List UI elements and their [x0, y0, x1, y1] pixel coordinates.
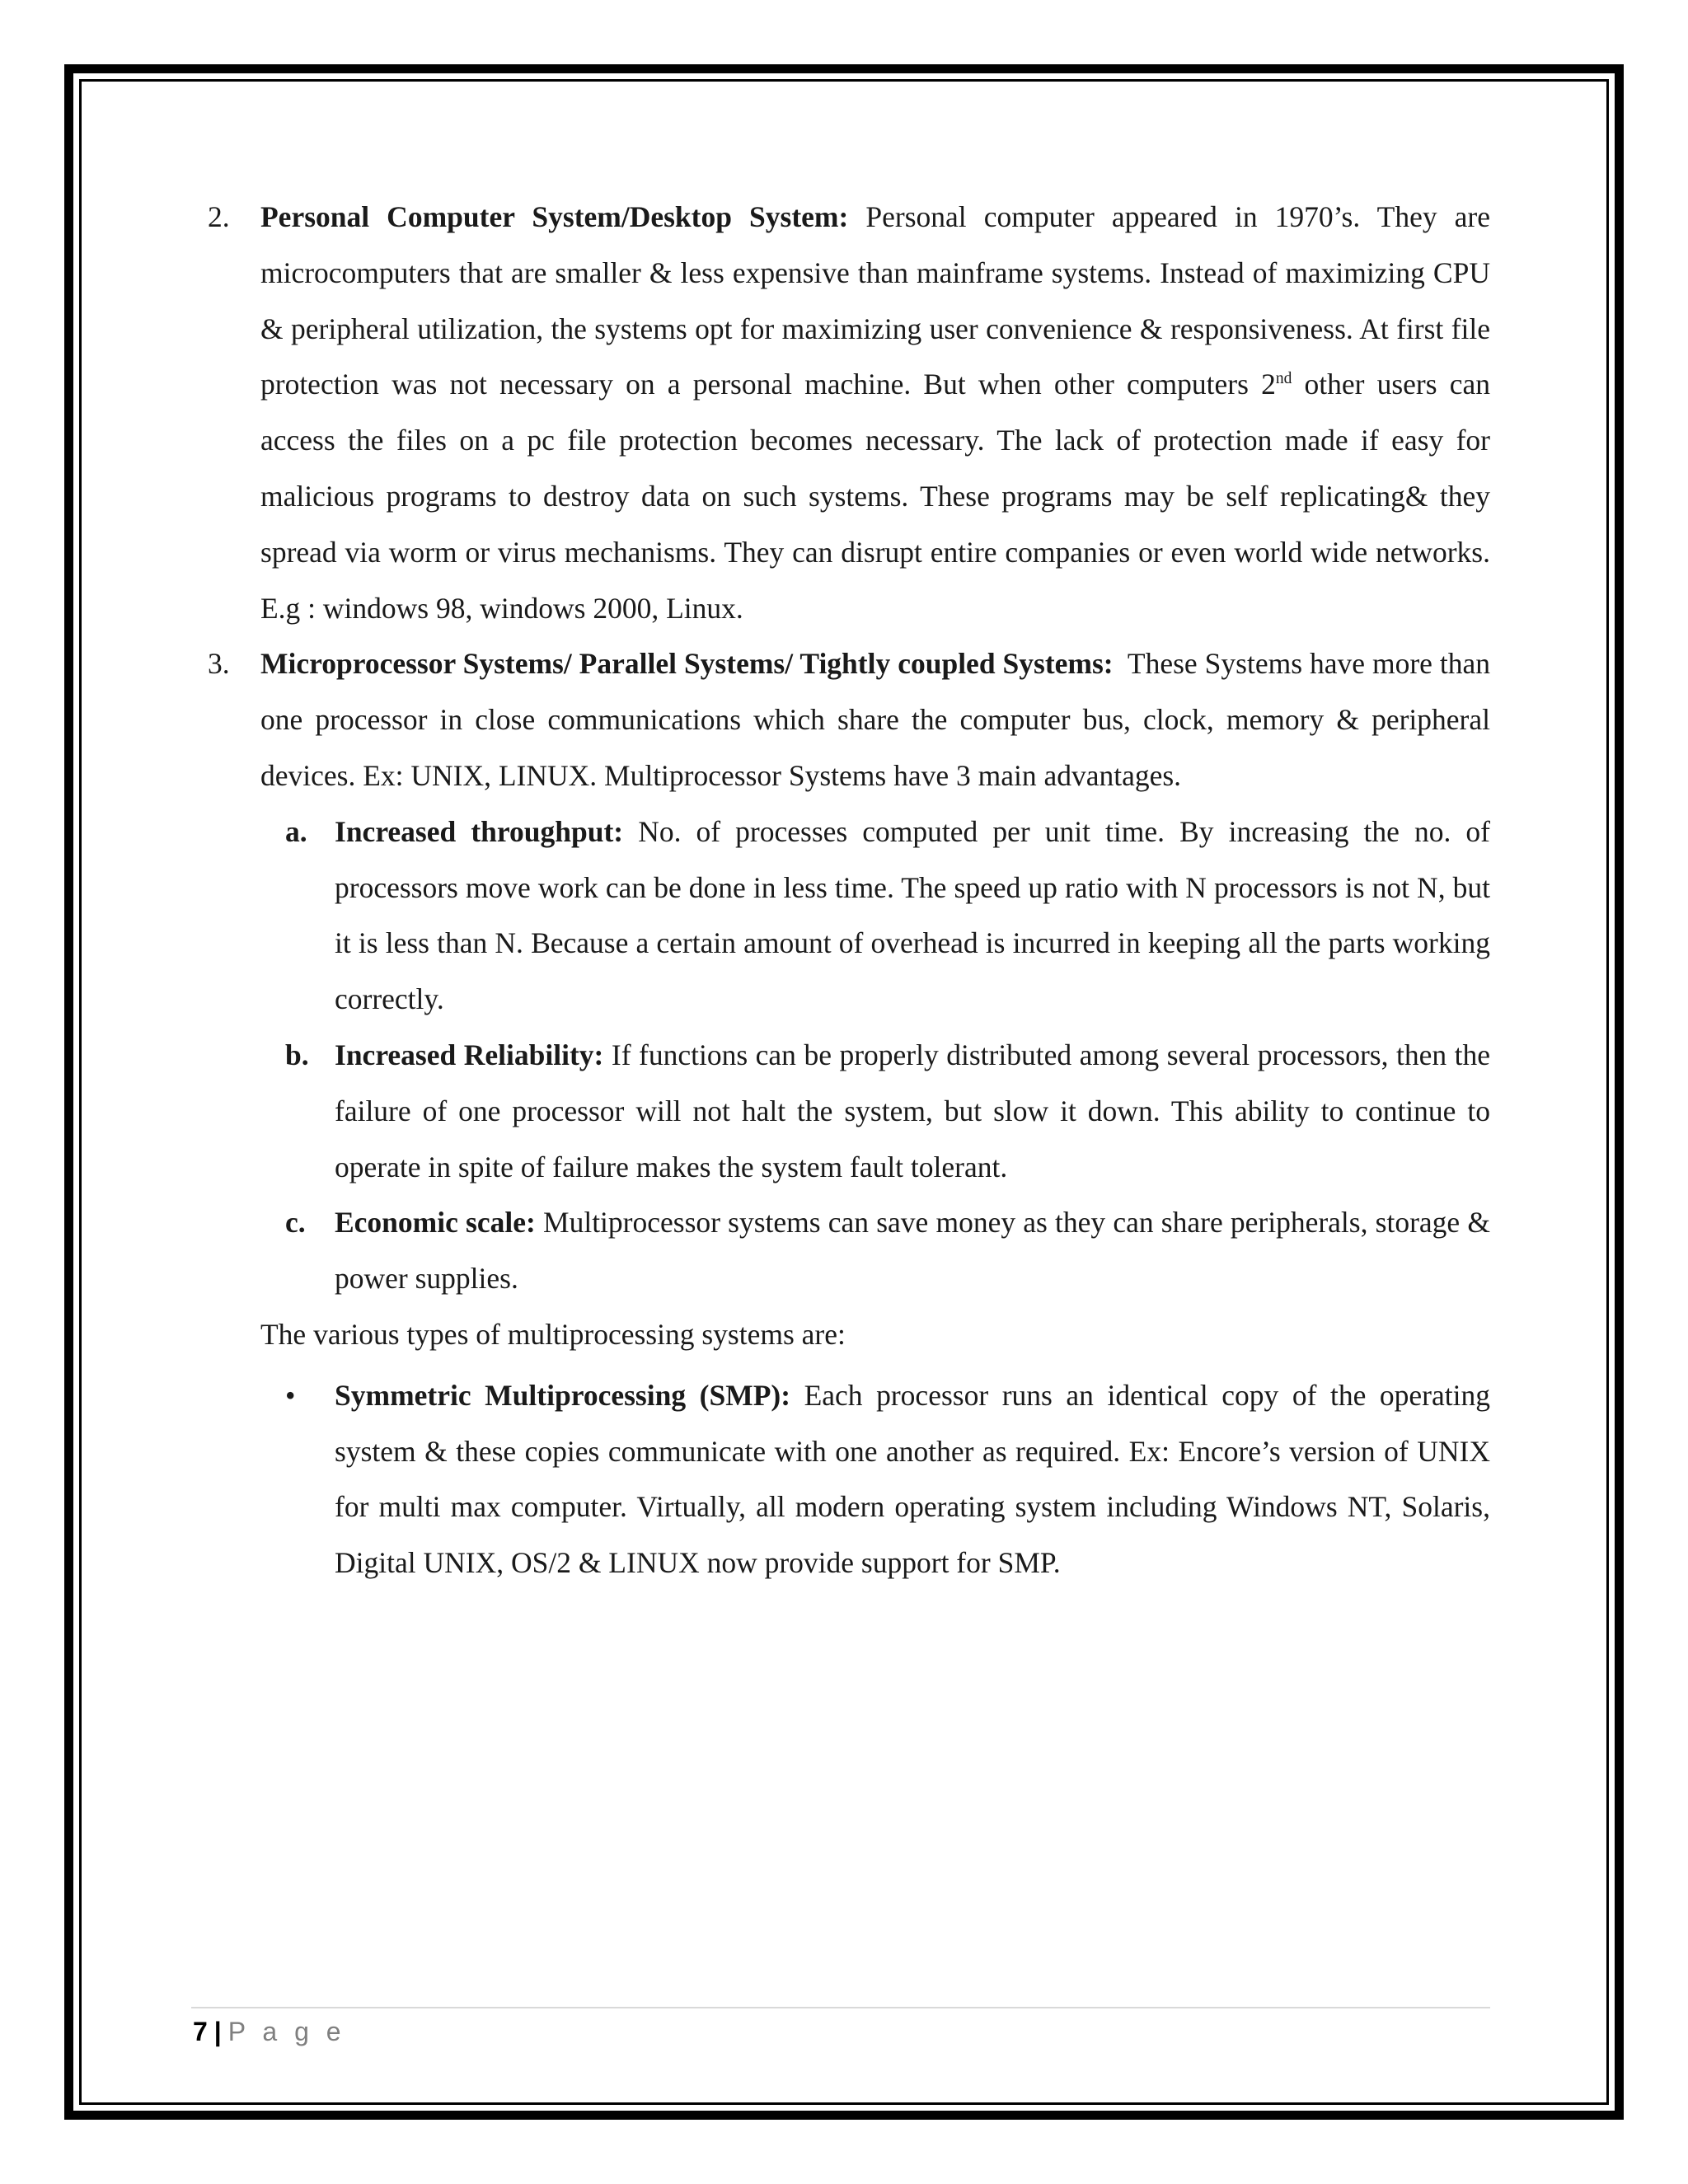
item-heading: Personal Computer System/Desktop System: — [260, 200, 849, 233]
list-letter: a. — [285, 814, 307, 848]
item-heading: Increased throughput: — [335, 814, 624, 848]
item-text: Multiprocessor systems can save money as they can share peripherals, storage & power supplies. — [335, 1206, 1490, 1296]
list-letter: c. — [285, 1206, 306, 1240]
footer-separator: | — [213, 2017, 222, 2046]
page-footer — [193, 2011, 346, 2052]
types-intro: The various types of multiprocessing systems are: — [260, 1317, 846, 1351]
advantages-list — [260, 804, 1490, 1307]
type-symmetric-multiprocessing — [285, 1368, 1490, 1591]
item-text: Each processor runs an identical copy of the operating system & these copies communicate with one another as required. Ex: Encore’s version of UNIX for multi max computer. Virtually, all modern operating system including Windows NT, Solaris, Digital UNIX, OS/2 & LINUX now provide support for SMP. — [335, 1378, 1490, 1580]
multiprocessing-types-list — [260, 1368, 1490, 1591]
item-text: These Systems have more than one processor in close communications which share the computer bus, clock, memory & peripheral devices. Ex: UNIX, LINUX. Multiprocessor Systems have 3 main advantages. — [260, 647, 1498, 792]
list-number: 3. — [208, 647, 230, 681]
item-text: If functions can be properly distributed among several processors, then the failure of one processor will not halt the system, but slow it down. This ability to continue to operate in spite of failure makes the system fault tolerant. — [335, 1038, 1491, 1183]
bullet-icon: • — [285, 1378, 296, 1412]
list-item-personal-computer — [208, 190, 1490, 636]
item-text: Personal computer appeared in 1970’s. They are microcomputers that are smaller & less expensive than mainframe systems. Instead of maximizing CPU & peripheral utilization, the systems opt for maximizing user convenience & responsiveness. At first file protection was not necessary on a personal machine. But when other computers 2 — [260, 200, 1490, 401]
item-text-continued: other users can access the files on a pc file protection becomes necessary. The lack of protection made if easy for malicious programs to destroy data on such systems. These programs may be self replicating& they spread via worm or virus mechanisms. They can disrupt entire companies or even world wide networks. E.g : windows 98, windows 2000, Linux. — [260, 368, 1490, 625]
list-number: 2. — [208, 200, 230, 233]
item-text: No. of processes computed per unit time. By increasing the no. of processors move work can be done in less time. The speed up ratio with N processors is not N, but it is less than N. Because a certain amount of overhead is incurred in keeping all the parts working correctly. — [335, 814, 1490, 1016]
advantage-increased-throughput — [285, 804, 1490, 1028]
page-number: 7 — [193, 2017, 208, 2046]
item-heading: Economic scale: — [335, 1206, 536, 1240]
advantage-increased-reliability — [285, 1028, 1491, 1195]
list-letter: b. — [285, 1038, 309, 1071]
advantage-economic-scale — [285, 1195, 1490, 1307]
page-label: P a g e — [227, 2017, 346, 2046]
item-heading: Microprocessor Systems/ Parallel Systems/ Tightly coupled Systems: — [260, 647, 1114, 681]
list-item-microprocessor-systems — [208, 636, 1498, 804]
item-heading: Increased Reliability: — [335, 1038, 604, 1071]
footer-divider — [191, 2007, 1490, 2008]
item-heading: Symmetric Multiprocessing (SMP): — [335, 1378, 791, 1412]
page-content — [208, 190, 1498, 1591]
superscript: nd — [1275, 370, 1292, 388]
